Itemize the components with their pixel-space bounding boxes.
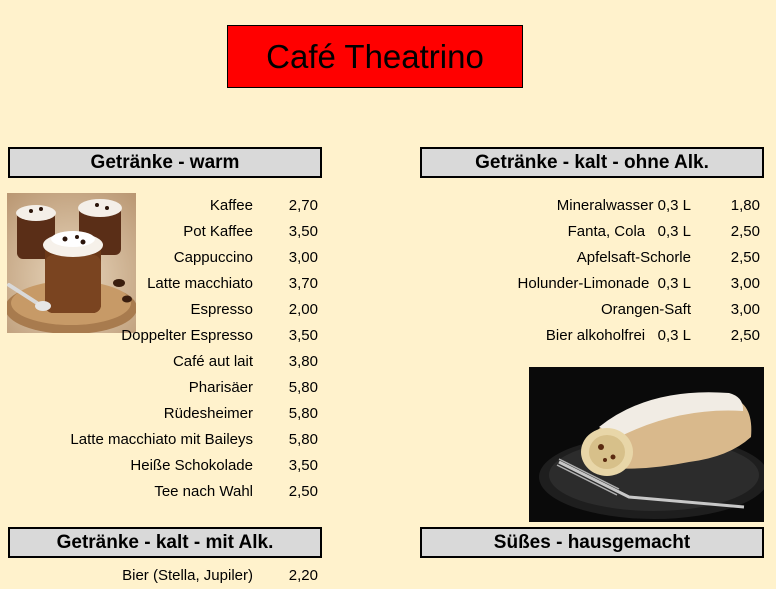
list-item xyxy=(0,427,320,453)
item-price: 5,80 xyxy=(288,405,318,422)
list-item xyxy=(0,563,320,589)
item-price: 3,80 xyxy=(288,353,318,370)
item-price: 3,00 xyxy=(288,249,318,266)
item-price: 3,00 xyxy=(730,301,760,318)
list-item xyxy=(0,401,320,427)
list-item xyxy=(0,349,320,375)
item-price: 2,50 xyxy=(288,483,318,500)
list-item xyxy=(0,323,320,349)
list-item xyxy=(420,245,760,271)
list-item xyxy=(0,219,320,245)
item-name: Latte macchiato mit Baileys xyxy=(70,431,253,448)
item-name: Holunder-Limonade 0,3 L xyxy=(517,275,691,292)
item-price: 5,80 xyxy=(288,431,318,448)
item-name: Latte macchiato xyxy=(147,275,253,292)
item-name: Kaffee xyxy=(209,197,253,214)
item-name: Heiße Schokolade xyxy=(130,457,253,474)
list-item xyxy=(0,271,320,297)
item-price: 2,50 xyxy=(730,223,760,240)
list-item xyxy=(420,323,760,349)
item-name: Pharisäer xyxy=(188,379,253,396)
list-item xyxy=(0,479,320,505)
item-price: 2,70 xyxy=(288,197,318,214)
list-item xyxy=(420,219,760,245)
apple-strudel-photo xyxy=(529,367,764,522)
item-price: 3,70 xyxy=(288,275,318,292)
item-name: Mineralwasser 0,3 L xyxy=(556,197,691,214)
item-name: Doppelter Espresso xyxy=(121,327,253,344)
list-item xyxy=(0,453,320,479)
item-name: Rüdesheimer xyxy=(163,405,253,422)
item-name: Pot Kaffee xyxy=(183,223,253,240)
header-sweets: Süßes - hausgemacht xyxy=(420,527,764,558)
item-name: Bier alkoholfrei 0,3 L xyxy=(545,327,691,344)
item-name: Apfelsaft-Schorle xyxy=(576,249,691,266)
item-price: 2,00 xyxy=(288,301,318,318)
item-name: Fanta, Cola 0,3 L xyxy=(567,223,691,240)
list-item xyxy=(0,297,320,323)
item-name: Café aut lait xyxy=(172,353,253,370)
item-price: 2,20 xyxy=(288,567,318,584)
item-price: 5,80 xyxy=(288,379,318,396)
item-price: 3,50 xyxy=(288,327,318,344)
cafe-title: Café Theatrino xyxy=(227,25,523,88)
item-name: Cappuccino xyxy=(173,249,253,266)
list-item xyxy=(420,271,760,297)
list-item xyxy=(0,245,320,271)
item-price: 1,80 xyxy=(730,197,760,214)
item-price: 2,50 xyxy=(730,327,760,344)
item-name: Tee nach Wahl xyxy=(154,483,253,500)
item-name: Espresso xyxy=(190,301,253,318)
item-name: Bier (Stella, Jupiler) xyxy=(122,567,253,584)
item-price: 2,50 xyxy=(730,249,760,266)
item-price: 3,50 xyxy=(288,223,318,240)
header-cold-with-alcohol: Getränke - kalt - mit Alk. xyxy=(8,527,322,558)
header-cold-no-alcohol: Getränke - kalt - ohne Alk. xyxy=(420,147,764,178)
list-item xyxy=(0,193,320,219)
header-warm-drinks: Getränke - warm xyxy=(8,147,322,178)
item-price: 3,00 xyxy=(730,275,760,292)
list-item xyxy=(420,297,760,323)
list-item xyxy=(420,193,760,219)
list-item xyxy=(0,375,320,401)
item-name: Orangen-Saft xyxy=(600,301,691,318)
item-price: 3,50 xyxy=(288,457,318,474)
